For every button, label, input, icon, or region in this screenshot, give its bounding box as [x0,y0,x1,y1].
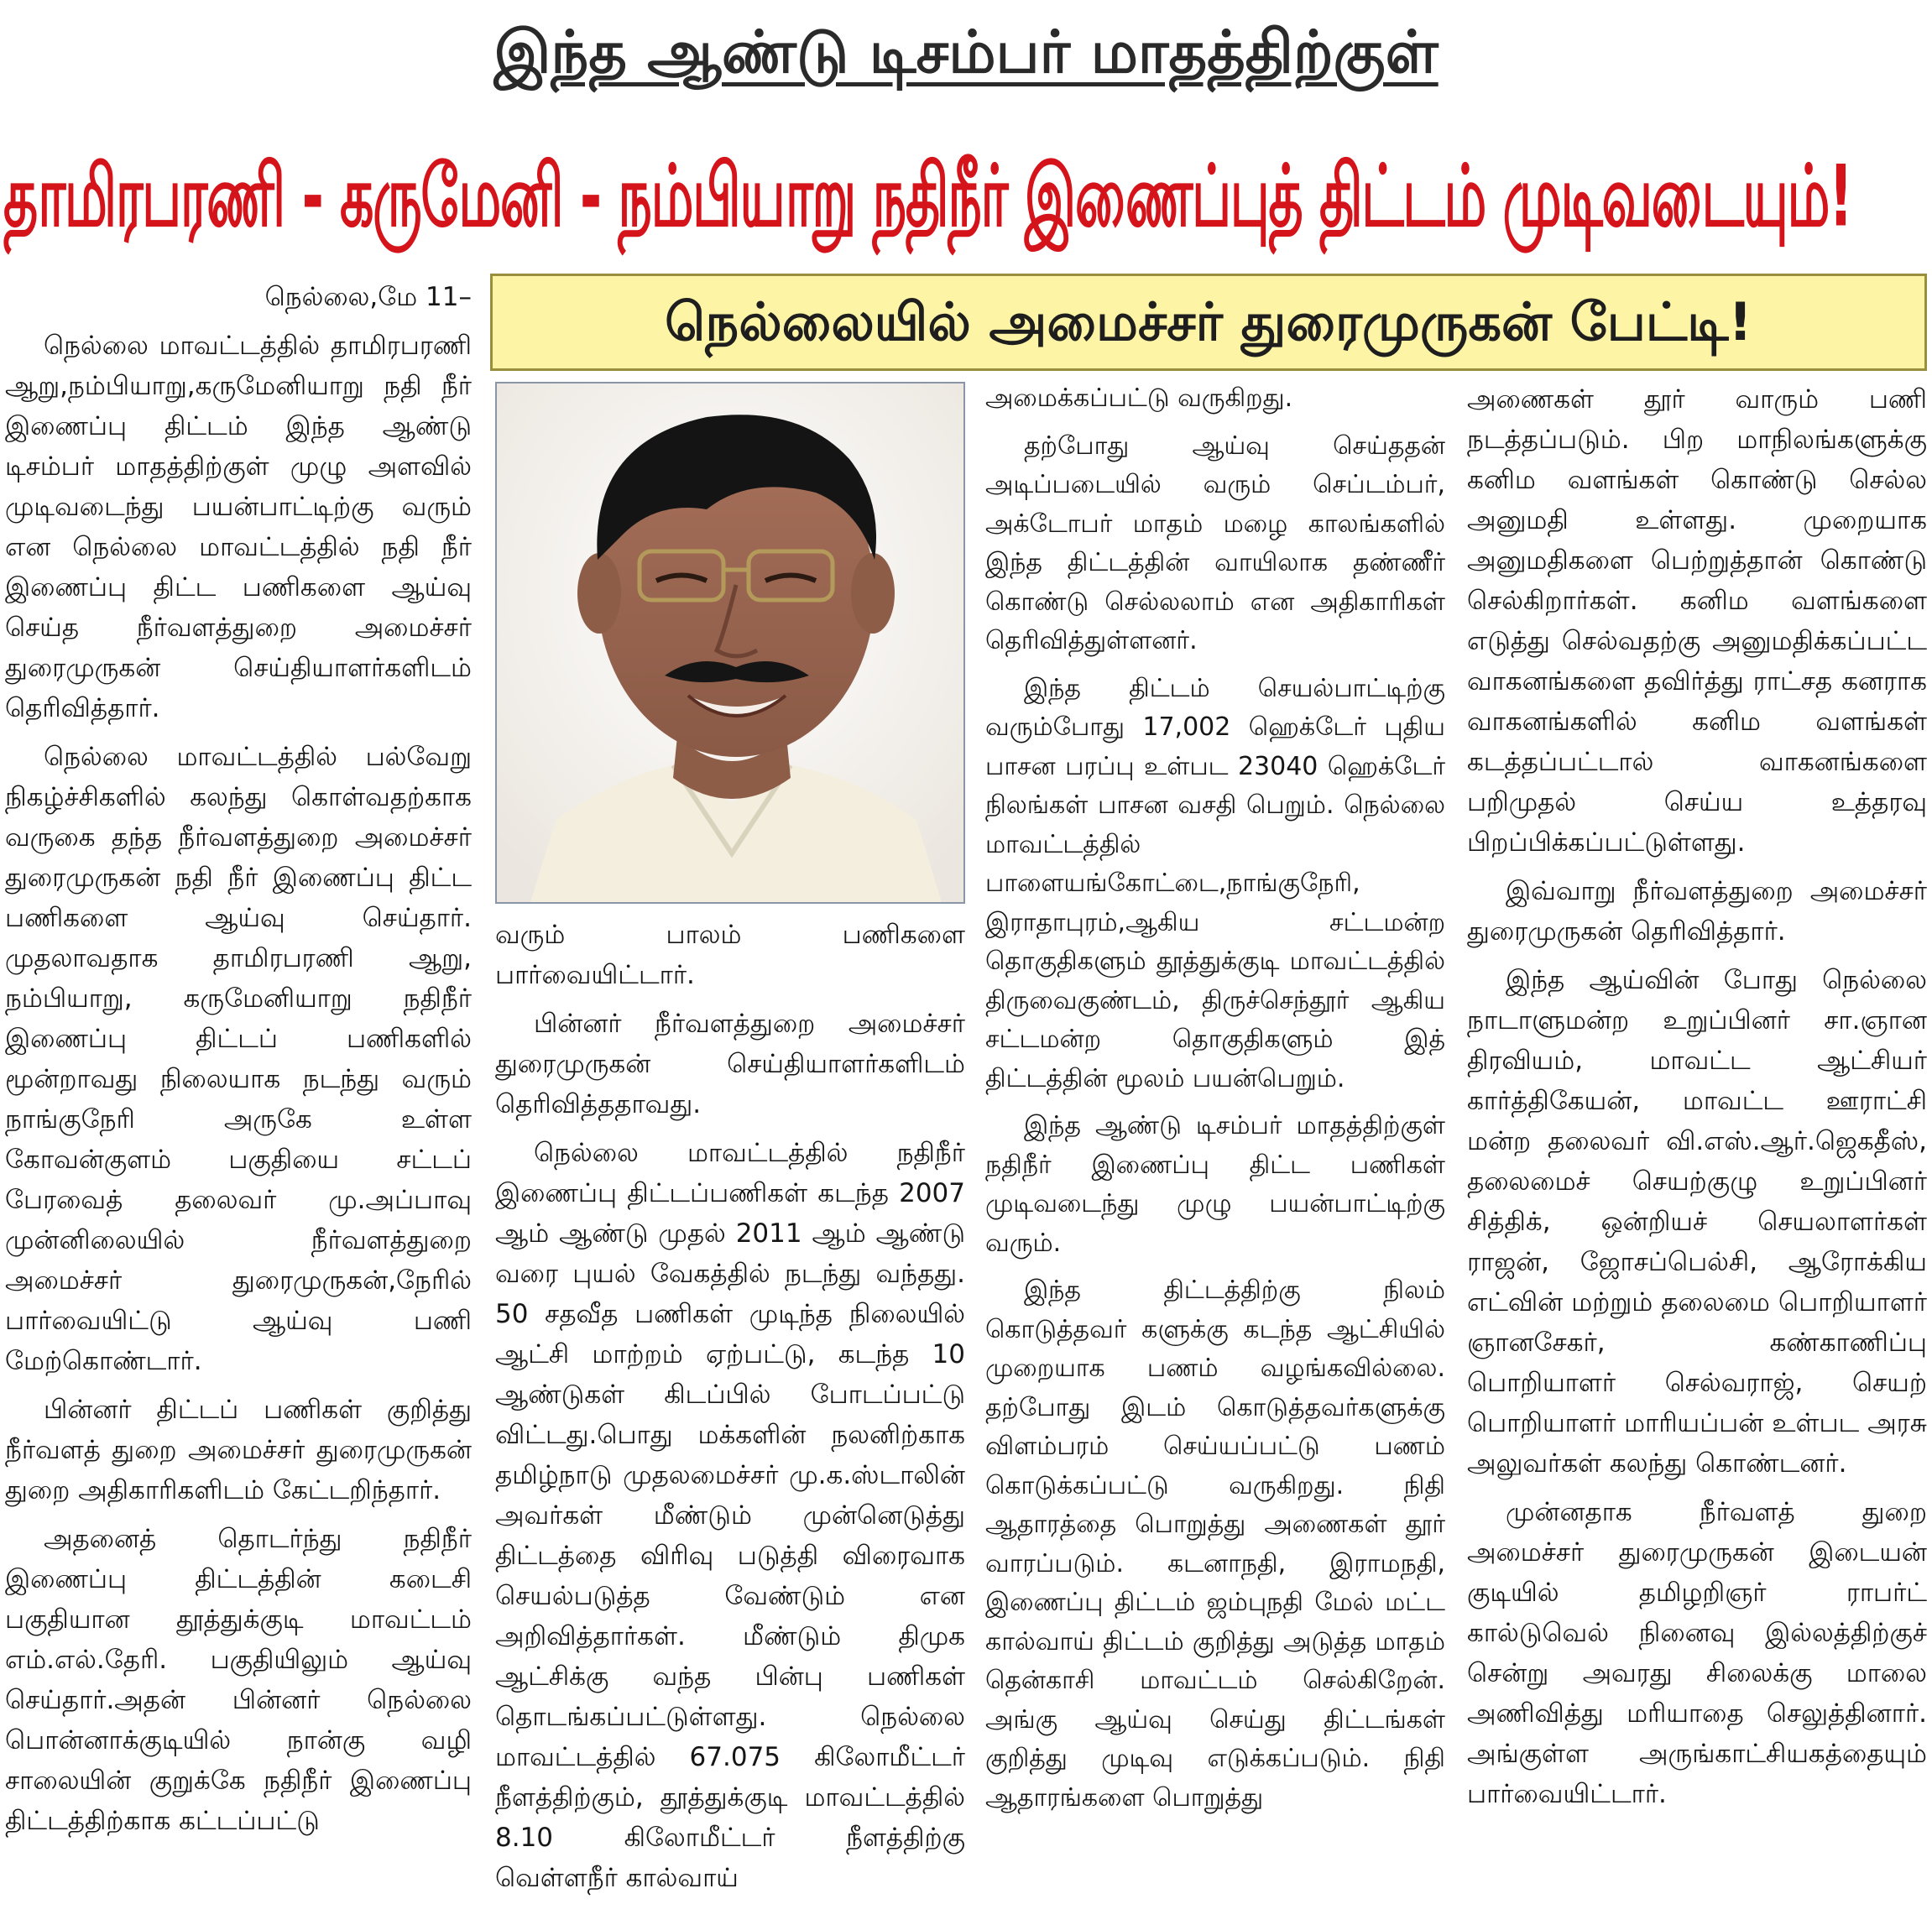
minister-photo [495,382,965,904]
paragraph: நெல்லை மாவட்டத்தில் பல்வேறு நிகழ்ச்சிகளில் கலந்து கொள்வதற்காக வருகை தந்த நீர்வளத்துறை அமைச்சர் துரைமுருகன் நதி நீர் இணைப்பு திட்ட பணிகளை ஆய்வு செய்தார். முதலாவதாக தாமிரபரணி ஆறு, நம்பியாறு, கருமேனியாறு நதிநீர் இணைப்பு திட்டப் பணிகளில் மூன்றாவது நிலையாக நடந்து வரும் நாங்குநேரி அருகே உள்ள கோவன்குளம் பகுதியை சட்டப் பேரவைத் தலைவர் மு.அப்பாவு முன்னிலையில் நீர்வளத்துறை அமைச்சர் துரைமுருகன்,நேரில் பார்வையிட்டு ஆய்வு பணி மேற்கொண்டார். [5,742,472,1376]
paragraph: நெல்லை மாவட்டத்தில் தாமிரபரணி ஆறு,நம்பியாறு,கருமேனியாறு நதி நீர் இணைப்பு திட்டம் இந்த ஆண்டு டிசம்பர் மாதத்திற்குள் முழு அளவில் முடிவடைந்து பயன்பாட்டிற்கு வரும் என நெல்லை மாவட்டத்தில் நதி நீர் இணைப்பு திட்ட பணிகளை ஆய்வு செய்த நீர்வளத்துறை அமைச்சர் துரைமுருகன் செய்தியாளர்களிடம் தெரிவித்தார். [5,331,472,723]
paragraph: அணைகள் தூர் வாரும் பணி நடத்தப்படும். பிற மாநிலங்களுக்கு கனிம வளங்கள் கொண்டு செல்ல அனுமதி உள்ளது. முறையாக அனுமதிகளை பெற்றுத்தான் கொண்டு செல்கிறார்கள். கனிம வளங்களை எடுத்து செல்வதற்கு அனுமதிக்கப்பட்ட வாகனங்களை தவிர்த்து ராட்சத கனராக வாகனங்களில் கனிம வளங்கள் கடத்தப்பட்டால் வாகனங்களை பறிமுதல் செய்ய உத்தரவு பிறப்பிக்கப்பட்டுள்ளது. [1467,384,1927,858]
main-headline [3,124,1929,269]
paragraph: பின்னர் திட்டப் பணிகள் குறித்து நீர்வளத் துறை அமைச்சர் துரைமுருகன் துறை அதிகாரிகளிடம் கேட்டறிந்தார். [5,1395,472,1505]
paragraph: வரும் பாலம் பணிகளை பார்வையிட்டார். [495,920,965,990]
subheadline-box [490,274,1927,371]
article-column-1 [5,277,472,1922]
dateline: நெல்லை,மே 11– [264,282,472,312]
article-column-4 [1467,379,1927,1922]
paragraph: இந்த ஆய்வின் போது நெல்லை நாடாளுமன்ற உறுப்பினர் சா.ஞான திரவியம், மாவட்ட ஆட்சியர் கார்த்திகேயன், மாவட்ட ஊராட்சி மன்ற தலைவர் வி.எஸ்.ஆர்.ஜெகதீஸ், தலைமைச் செயற்குழு உறுப்பினர் சித்திக், ஒன்றியச் செயலாளர்கள் ராஜன், ஜோசப்பெல்சி, ஆரோக்கிய எட்வின் மற்றும் தலைமை பொறியாளர் ஞானசேகர், கண்காணிப்பு பொறியாளர் செல்வராஜ், செயற் பொறியாளர் மாரியப்பன் உள்பட அரசு அலுவர்கள் கலந்து கொண்டனர். [1467,965,1927,1479]
paragraph: இந்த திட்டம் செயல்பாட்டிற்கு வரும்போது 17,002 ஹெக்டேர் புதிய பாசன பரப்பு உள்பட 23040 ஹெக்டேர் நிலங்கள் பாசன வசதி பெறும். நெல்லை மாவட்டத்தில் பாளையங்கோட்டை,நாங்குநேரி, இராதாபுரம்,ஆகிய சட்டமன்ற தொகுதிகளும் தூத்துக்குடி மாவட்டத்தில் திருவைகுண்டம், திருச்செந்தூர் ஆகிய சட்டமன்ற தொகுதிகளும் இத் திட்டத்தின் மூலம் பயன்பெறும். [985,673,1445,1093]
paragraph: அமைக்கப்பட்டு வருகிறது. [985,383,1293,413]
portrait-illustration [497,383,963,902]
paragraph: முன்னதாக நீர்வளத் துறை அமைச்சர் துரைமுருகன் இடையன் குடியில் தமிழறிஞர் ராபர்ட் கால்டுவெல் நினைவு இல்லத்திற்குச் சென்று அவரது சிலைக்கு மாலை அணிவித்து மரியாதை செலுத்தினார். அங்குள்ள அருங்காட்சியகத்தையும் பார்வையிட்டார். [1467,1497,1927,1809]
paragraph: நெல்லை மாவட்டத்தில் நதிநீர் இணைப்பு திட்டப்பணிகள் கடந்த 2007 ஆம் ஆண்டு முதல் 2011 ஆம் ஆண்டு வரை புயல் வேகத்தில் நடந்து வந்தது. 50 சதவீத பணிகள் முடிந்த நிலையில் ஆட்சி மாற்றம் ஏற்பட்டு, கடந்த 10 ஆண்டுகள் கிடப்பில் போடப்பட்டு விட்டது.பொது மக்களின் நலனிற்காக தமிழ்நாடு முதலமைச்சர் மு.க.ஸ்டாலின் அவர்கள் மீண்டும் முன்னெடுத்து திட்டத்தை விரிவு படுத்தி விரைவாக செயல்படுத்த வேண்டும் என அறிவித்தார்கள். மீண்டும் திமுக ஆட்சிக்கு வந்த பின்பு பணிகள் தொடங்கப்பட்டுள்ளது. நெல்லை மாவட்டத்தில் 67.075 கிலோமீட்டர் நீளத்திற்கும், தூத்துக்குடி மாவட்டத்தில் 8.10 கிலோமீட்டர் நீளத்திற்கு வெள்ளநீர் கால்வாய் [495,1138,965,1893]
subheadline-text: நெல்லையில் அமைச்சர் துரைமுருகன் பேட்டி! [665,291,1752,352]
paragraph: அதனைத் தொடர்ந்து நதிநீர் இணைப்பு திட்டத்தின் கடைசி பகுதியான தூத்துக்குடி மாவட்டம் எம்.எல்.தேரி. பகுதியிலும் ஆய்வு செய்தார்.அதன் பின்னர் நெல்லை பொன்னாக்குடியில் நான்கு வழி சாலையின் குறுக்கே நதிநீர் இணைப்பு திட்டத்திற்காக கட்டப்பட்டு [5,1524,472,1836]
article-column-3 [985,379,1445,1922]
main-headline-text: தாமிரபரணி - கருமேனி - நம்பியாறு நதிநீர் இணைப்புத் திட்டம் முடிவடையும்! [3,146,1852,246]
paragraph: பின்னர் நீர்வளத்துறை அமைச்சர் துரைமுருகன் செய்தியாளர்களிடம் தெரிவித்ததாவது. [495,1009,965,1119]
kicker-headline: இந்த ஆண்டு டிசம்பர் மாதத்திற்குள் [493,18,1439,86]
paragraph: இந்த ஆண்டு டிசம்பர் மாதத்திற்குள் நதிநீர் இணைப்பு திட்ட பணிகள் முடிவடைந்து முழு பயன்பாட்டிற்கு வரும். [985,1111,1445,1258]
paragraph: தற்போது ஆய்வு செய்ததன் அடிப்படையில் வரும் செப்டம்பர், அக்டோபர் மாதம் மழை காலங்களில் இந்த திட்டத்தின் வாயிலாக தண்ணீர் கொண்டு செல்லலாம் என அதிகாரிகள் தெரிவித்துள்ளனர். [985,430,1445,655]
paragraph: இவ்வாறு நீர்வளத்துறை அமைச்சர் துரைமுருகன் தெரிவித்தார். [1467,876,1927,947]
article-column-2 [495,915,965,1922]
paragraph: இந்த திட்டத்திற்கு நிலம் கொடுத்தவர் களுக்கு கடந்த ஆட்சியில் முறையாக பணம் வழங்கவில்லை. தற்போது இடம் கொடுத்தவர்களுக்கு விளம்பரம் செய்யப்பட்டு பணம் கொடுக்கப்பட்டு வருகிறது. நிதி ஆதாரத்தை பொறுத்து அணைகள் தூர் வாரப்படும். கடனாநதி, இராமநதி, இணைப்பு திட்டம் ஜம்புநதி மேல் மட்ட கால்வாய் திட்டம் குறித்து அடுத்த மாதம் தென்காசி மாவட்டம் செல்கிறேன். அங்கு ஆய்வு செய்து திட்டங்கள் குறித்து முடிவு எடுக்கப்படும். நிதி ஆதாரங்களை பொறுத்து [985,1276,1445,1813]
